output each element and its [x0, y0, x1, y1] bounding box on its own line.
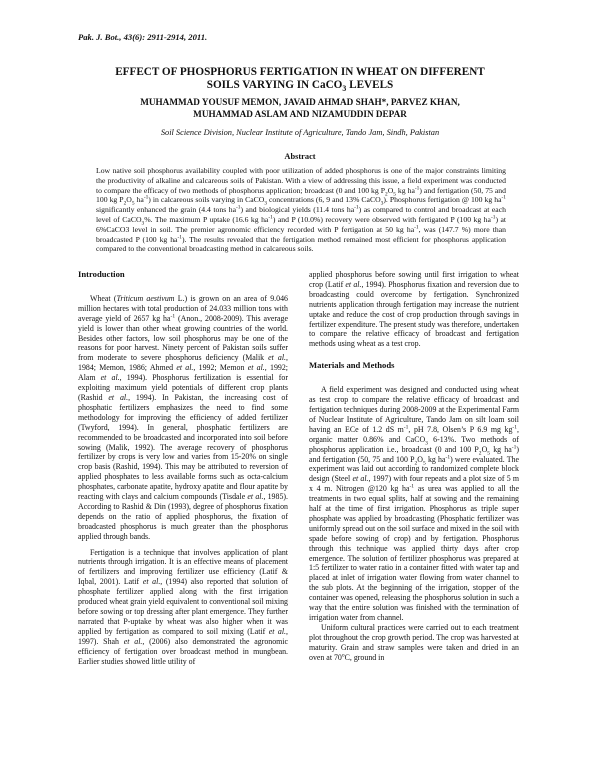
section-heading-introduction: Introduction	[78, 269, 125, 279]
intro-paragraph-1: Wheat (Triticum aestivum L.) is grown on an area of 9.046 million hectares with total production of 24.033 million tons with average yield of 2657 kg $ha^{-1}$ (Anon., 2008-2009). This average yield is lower than other wheat growing countries of the world. Besides other factors, low soil phosphorus may be one of the reasons for poor harvest. Ninety percent of Pakistan soils suffer from moderate to severe phosphorus deficiency (Malik et al., 1984; Memon, 1986; Ahmed et al., 1992; Memon et al., 1992; Alam et al., 1994). Phosphorus fertilization is essential for exploiting maximum yield potentials of different crop plants (Rashid et al., 1994). In Pakistan, the increasing cost of phosphatic fertilizers emphasizes the need to find some methodology for improving the efficiency of added fertilizer (Twyford, 1994). In general, phosphatic fertilizers are recommended to be broadcasted and incorporated into soil before sowing (Malik, 1992). The average recovery of phosphorus fertilizer by crops is very low and varies from 15-20% on single crop basis (Rashid, 1994). This may be attributed to reversion of applied phosphates to less available forms such as octa-calcium phosphates, carbonate apatite, hydroxy apatite and flour apatite by reacting with clays and calcium compounds (Tisdale et al., 1985). According to Rashid & Din (1993), degree of phosphorus fixation depends on the ratio of applied phosphorus, the fixation of broadcasted phosphorus is much greater than the phosphorus applied through bands.	[78, 293, 288, 541]
paper-title	[60, 66, 540, 92]
intro-paragraph-3: applied phosphorus before sowing until first irrigation to wheat crop (Latif et al., 1994). Phosphorus fixation and reversion due to broadcasting could overcome by fertigation. Synchronized nutrients application through fertigation may increase the nutrient uptake and reduce the cost of crop production through savings in fertilizer expenditure. The present study was therefore, undertaken to compare the relative efficacy of broadcast and fertigation methods using wheat as a test crop.	[309, 270, 519, 349]
abstract-text: Low native soil phosphorus availability coupled with poor utilization of added phosphorus is one of the major constraints limiting the productivity of alkaline and calcareous soils of Pakistan. With a view of addressing this issue, a field experiment was conducted to compare the efficacy of two methods of phosphorus application; broadcast (0 and 100 kg $P_2O_5$ kg $ha^{-1}$) and fertigation (50, 75 and 100 kg $P_2O_5$ $ha^{-1}$) in calcareous soils varying in CaCO$_3$ concentrations (6, 9 and 13% CaCO$_3$). Phosphorus fertigation @ 100 kg $ha^{-1}$ significantly enhanced the grain (4.4 tons $ha^{-1}$) and biological yields (11.4 tons $ha^{-1}$) as compared to control and broadcast at each level of CaCO$_3$%. The maximum P uptake (16.6 kg $ha^{-1}$) and P (10.0%) recovery were observed with fertigated P (100 kg $ha^{-1}$) at 6%CaCO3 level in soil. The premier agronomic efficiency recorded with P fertigation at 50 kg $ha^{-1}$, was (147.7 %) more than broadcasted P (100 kg $ha^{-1}$). The results revealed that the fertigation method remained most efficient for phosphorus application compared to the conventional broadcasting method in calcareous soils.	[96, 166, 507, 254]
right-column	[309, 270, 519, 663]
section-heading-materials-methods: Materials and Methods	[309, 360, 395, 371]
abstract-heading: Abstract	[284, 152, 316, 161]
left-column	[78, 270, 288, 666]
authors	[60, 96, 540, 120]
intro-paragraph-2: Fertigation is a technique that involves application of plant nutrients through irrigation. It is an effective means of placement of fertilizers and improving fertilizer use efficiency (Latif & Iqbal, 2001). Latif et al., (1994) also reported that solution of phosphate fertilizer applied along with the first irrigation produced wheat grain yield equivalent to conventional soil mixing before sowing or top dressing after plant emergence. They further narrated that P-uptake by wheat was also higher when it was applied by fertigation as compared to soil mixing (Latif et al., 1997). Shah et al., (2006) also demonstrated the agronomic efficiency of fertigation over broadcast method in mungbean. Earlier studies showed little utility of	[78, 547, 288, 666]
title-line-1: EFFECT OF PHOSPHORUS FERTIGATION IN WHEAT ON DIFFERENT	[115, 66, 485, 78]
methods-paragraph-2: Uniform cultural practices were carried out to each treatment plot throughout the crop growth period. The crop was harvested at maturity. Grain and straw samples were taken and dried in an oven at 70$^o$C, ground in	[309, 622, 519, 662]
journal-citation: Pak. J. Bot., 43(6): 2911-2914, 2011.	[78, 32, 208, 42]
authors-line-2: MUHAMMAD ASLAM AND NIZAMUDDIN DEPAR	[193, 109, 407, 119]
title-line-2: SOILS VARYING IN CaCO$_3$ LEVELS	[206, 79, 394, 94]
affiliation: Soil Science Division, Nuclear Institute of Agriculture, Tando Jam, Sindh, Pakistan	[160, 128, 440, 137]
methods-paragraph-1: A field experiment was designed and conducted using wheat as test crop to compare the relative efficacy of broadcast and fertigation techniques during 2008-2009 at the Experimental Farm of Nuclear Institute of Agriculture, Tando Jam on silt loam soil having an ECe of 1.2 dS $m^{-1}$, pH 7.8, Olsen’s P 6.9 mg $kg^{-1}$, organic matter 0.86% and CaCO$_3$ 6-13%. Two methods of phosphorus application i.e., broadcast (0 and 100 $P_2O_5$ kg $ha^{-1}$) and fertigation (50, 75 and 100 $P_2O_5$ kg $ha^{-1}$) were evaluated. The experiment was laid out according to randomized complete block design (Steel et al., 1997) with four repeats and a plot size of 5 m x 4 m. Nitrogen @120 kg $ha^{-1}$ as urea was applied to all the treatments in two equal splits, half at sowing and the remaining half at the time of first irrigation. Phosphorus as triple super phosphate was applied by broadcasting (Phosphatic fertilizer was uniformly spread out on the soil surface and mixed in the soil with spade before sowing of crop) and by fertigation. Phosphorus through this technique was applied thirty days after crop emergence. The solution of fertilizer phosphorus was prepared at 1:5 fertilizer to water ratio in a container fitted with water tap and placed at inlet of irrigation water flowing from water channel to the sub plots. At the beginning of the irrigation, stopper of the container was opened, releasing the phosphorus solution in such a way that the entire solution was finished with the termination of irrigation water from channel.	[309, 385, 520, 622]
authors-line-1: MUHAMMAD YOUSUF MEMON, JAVAID AHMAD SHAH*, PARVEZ KHAN,	[140, 97, 460, 107]
